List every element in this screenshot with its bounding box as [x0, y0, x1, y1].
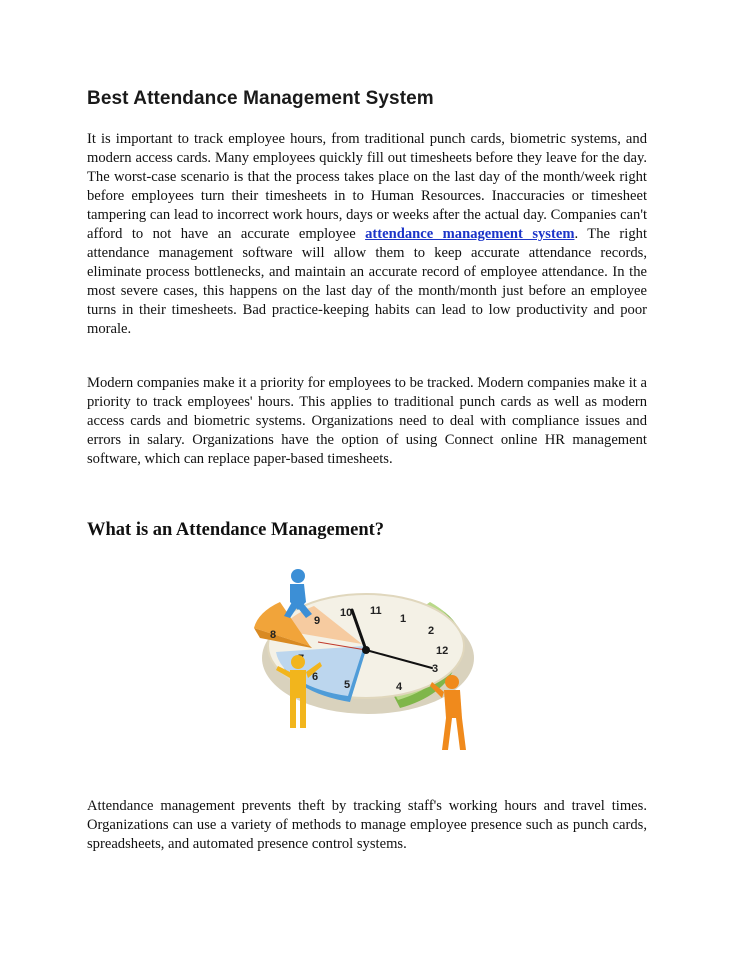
intro-text-before-link: It is important to track employee hours, from traditional punch cards, biometric systems, and modern access cards. Many employees quickly fill out timesheets before they leave for the day. The worst-case scenario is that the process takes place on the last day of the month/week right before employees turn their timesheets in to Human Resources. Inaccuracies or timesheet tampering can lead to incorrect work hours, days or weeks after the actual day. Companies can't afford to not have an accurate employee	[87, 131, 647, 242]
orange-person-figure	[430, 675, 466, 750]
numeral-11: 11	[370, 605, 382, 617]
numeral-10: 10	[340, 607, 353, 619]
numeral-5: 5	[344, 679, 351, 691]
attendance-system-link[interactable]: attendance management system	[365, 226, 575, 242]
clock-illustration	[240, 558, 483, 763]
clock-illustration-svg	[240, 558, 483, 763]
numeral-2: 2	[428, 625, 435, 637]
intro-paragraph	[87, 130, 647, 339]
numeral-8: 8	[270, 629, 277, 641]
clock-center	[362, 646, 370, 654]
numeral-6: 6	[312, 671, 319, 683]
numeral-9: 9	[314, 615, 321, 627]
numeral-3: 3	[432, 663, 439, 675]
closing-paragraph: Attendance management prevents theft by tracking staff's working hours and travel times. Organizations can use a variety of methods to manage employee presence such as punch cards, spreadsheets, and automated presence control systems.	[87, 798, 647, 852]
numeral-12: 12	[436, 645, 449, 657]
intro-text-after-link: . The right attendance management software will allow them to keep accurate attendance records, eliminate process bottlenecks, and maintain an accurate record of employee attendance. In the most severe cases, this happens on the last day of the month/month just before an employee turns in their timesheets. Bad practice-keeping habits can lead to low productivity and poor morale.	[87, 226, 647, 337]
numeral-1: 1	[400, 613, 407, 625]
numeral-4: 4	[396, 681, 403, 693]
second-paragraph: Modern companies make it a priority for employees to be tracked. Modern companies make it a priority to track employees' hours. This applies to traditional punch cards as well as modern access cards and biometric systems. Organizations need to deal with compliance issues and errors in salary. Organizations have the option of using Connect online HR management software, which can replace paper-based timesheets.	[87, 375, 647, 467]
page-title: Best Attendance Management System	[87, 88, 434, 109]
section-heading: What is an Attendance Management?	[87, 520, 385, 540]
